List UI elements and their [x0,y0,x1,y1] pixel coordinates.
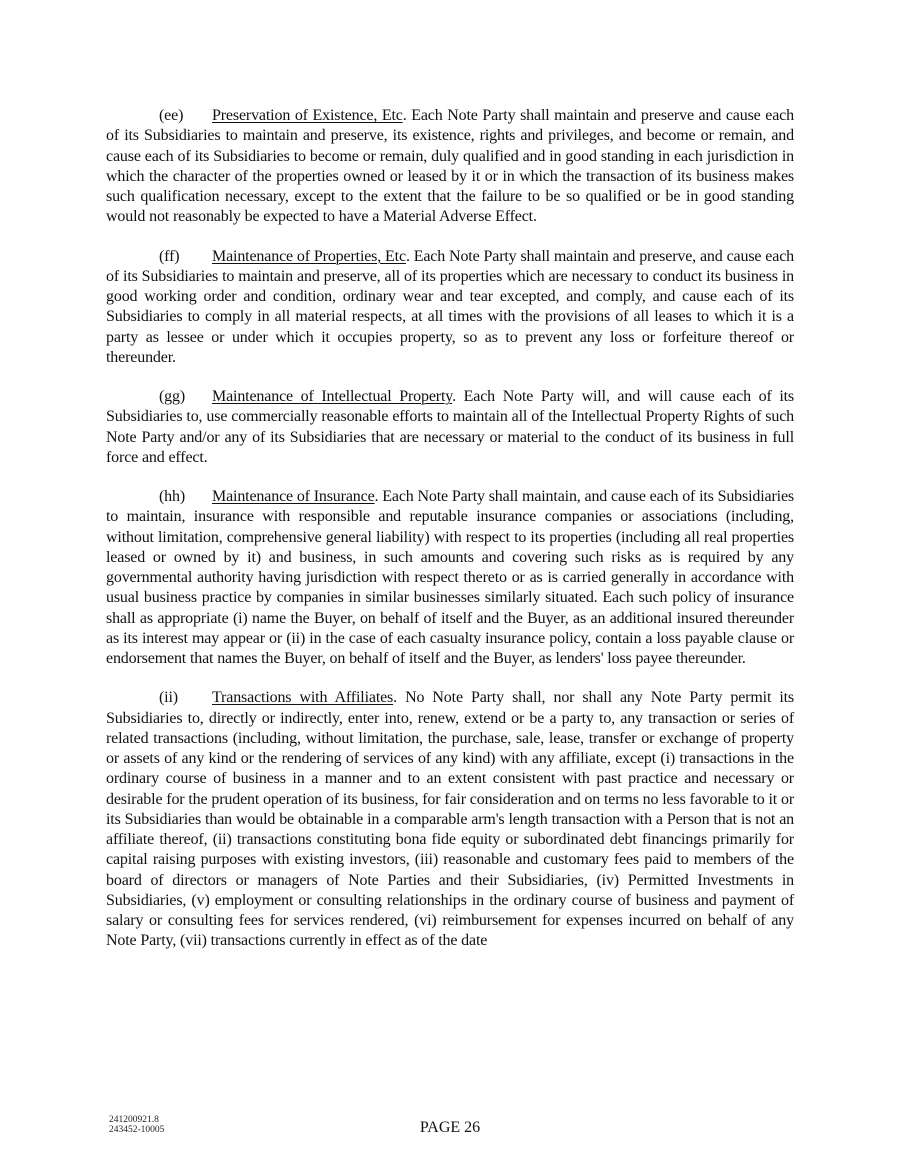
section-heading: Transactions with Affiliates [212,689,394,707]
section-number: (ee) [159,107,184,124]
section-text: . Each Note Party shall maintain and preserve and cause each of its Subsidiaries to maintain and preserve, its existence, rights and privileges, and become or remain, and cause each of its Subsidiaries to become or remain, duly qualified and in good standing in each jurisdiction in which the character of the properties owned or leased by it or in which the transaction of its business makes such qualification necessary, except to the extent that the failure to be so qualified or be in good standing would not reasonably be expected to have a Material Adverse Effect. [106,107,794,226]
section-text: . Each Note Party will, and will cause each of its Subsidiaries to, use commercially reasonable efforts to maintain all of the Intellectual Property Rights of such Note Party and/or any of its Subsidiaries that are necessary or material to the conduct of its business in full force and effect. [106,388,794,466]
section-hh [106,487,794,669]
section-ee [106,106,794,228]
section-text: . Each Note Party shall maintain, and cause each of its Subsidiaries to maintain, insurance with responsible and reputable insurance companies or associations (including, without limitation, comprehensive general liability) with respect to its properties (including all real properties leased or owned by it) and business, in such amounts and covering such risks as is required by any governmental authority having jurisdiction with respect thereto or as is carried generally in accordance with usual business practice by companies in similar businesses similarly situated. Each such policy of insurance shall as appropriate (i) name the Buyer, on behalf of itself and the Buyer, as an additional insured thereunder as its interest may appear or (ii) in the case of each casualty insurance policy, contain a loss payable clause or endorsement that names the Buyer, on behalf of itself and the Buyer, as lenders' loss payee thereunder. [106,488,795,667]
page-number: PAGE 26 [419,1119,481,1136]
section-ii [106,688,794,951]
document-id-line-2: 243452-10005 [109,1125,165,1135]
section-number: (gg) [159,388,186,405]
section-text: . Each Note Party shall maintain and preserve, and cause each of its Subsidiaries to maintain and preserve, all of its properties which are necessary to conduct its business in good working order and condition, ordinary wear and tear excepted, and comply, and cause each of its Subsidiaries to comply in all material respects, at all times with the provisions of all leases to which it is a party as lessee or under which it occupies property, so as to prevent any loss or forfeiture thereof or thereunder. [106,247,794,366]
section-heading: Maintenance of Intellectual Property [212,388,453,405]
section-ff [106,247,794,369]
section-heading: Preservation of Existence, Etc [212,107,403,124]
section-text: . No Note Party shall, nor shall any Note Party permit its Subsidiaries to, directly or indirectly, enter into, renew, extend or be a party to, any transaction or series of related transactions (including, without limitation, the purchase, sale, lease, transfer or exchange of property or assets of any kind or the rendering of services of any kind) with any affiliate, except (i) transactions in the ordinary course of business in a manner and to an extent consistent with past practice and necessary or desirable for the prudent operation of its business, for fair consideration and on terms no less favorable to it or its Subsidiaries than would be obtainable in a comparable arm's length transaction with a Person that is not an affiliate thereof, (ii) transactions constituting bona fide equity or subordinated debt financings primarily for capital raising purposes with existing investors, (iii) reasonable and customary fees paid to members of the board of directors or managers of Note Parties and their Subsidiaries, (iv) Permitted Investments in Subsidiaries, (v) employment or consulting relationships in the ordinary course of business and payment of salary or consulting fees for services rendered, (vi) reimbursement for expenses incurred on behalf of any Note Party, (vii) transactions currently in effect as of the date [106,689,794,950]
section-heading: Maintenance of Insurance [212,488,375,505]
section-heading: Maintenance of Properties, Etc [212,247,406,265]
section-number: (hh) [159,488,186,505]
document-body [106,106,794,971]
section-number: (ff) [159,247,180,265]
document-id-line-1: 241200921.8 [109,1115,159,1125]
section-number: (ii) [159,689,178,707]
section-gg [106,387,794,468]
